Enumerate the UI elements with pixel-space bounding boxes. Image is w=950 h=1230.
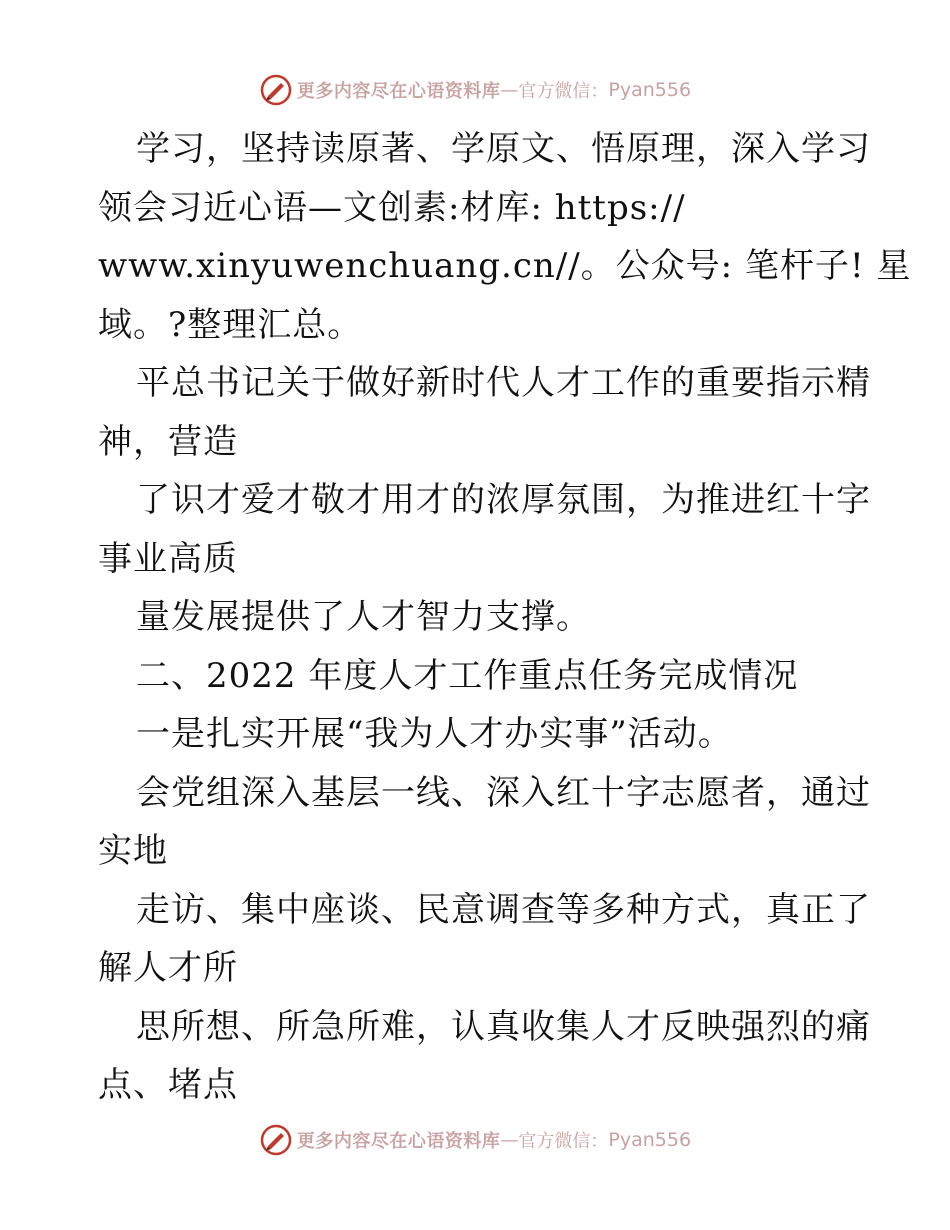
text-line: 实地 [98,831,168,871]
banner-wechat-id: Pyan556 [608,1129,692,1151]
banner-wechat-label: 官方微信： [518,81,609,102]
pen-logo-icon [259,73,293,107]
banner-wechat-label: 官方微信： [518,1131,609,1152]
banner-separator: — [500,1129,519,1151]
text-line: 域。?整理汇总。 [98,304,363,345]
text-line: 点、堵点 [98,1065,238,1105]
header-banner [0,70,950,110]
text-line: www.xinyuwenchuang.cn//。公众号: 笔杆子! 星 [98,246,912,286]
text-line: 领会习近心语—文创素:材库: https:// [98,187,686,228]
text-line: 思所想、所急所难，认真收集人才反映强烈的痛 [136,1006,871,1047]
banner-brand-text: 更多内容尽在心语资料库 [296,81,501,102]
banner-brand-text: 更多内容尽在心语资料库 [296,1131,501,1152]
text-line: 平总书记关于做好新时代人才工作的重要指示精 [136,363,871,403]
document-body [98,120,912,1115]
banner-separator: — [500,79,519,101]
text-line: 走访、集中座谈、民意调查等多种方式，真正了 [136,889,871,930]
text-line: 解人才所 [98,948,238,988]
text-line: 一是扎实开展“我为人才办实事”活动。 [136,714,733,754]
text-line: 学习，坚持读原著、学原文、悟原理，深入学习 [136,129,871,169]
text-line: 事业高质 [98,538,238,579]
text-line: 神，营造 [98,421,238,462]
footer-banner [0,1120,950,1160]
text-line: 会党组深入基层一线、深入红十字志愿者，通过 [136,772,871,813]
text-line: 量发展提供了人才智力支撑。 [136,597,591,637]
pen-logo-icon [259,1123,293,1157]
banner-wechat-id: Pyan556 [608,79,692,101]
section-heading: 二、2022 年度人才工作重点任务完成情况 [136,655,799,696]
text-line: 了识才爱才敬才用才的浓厚氛围，为推进红十字 [136,480,871,520]
